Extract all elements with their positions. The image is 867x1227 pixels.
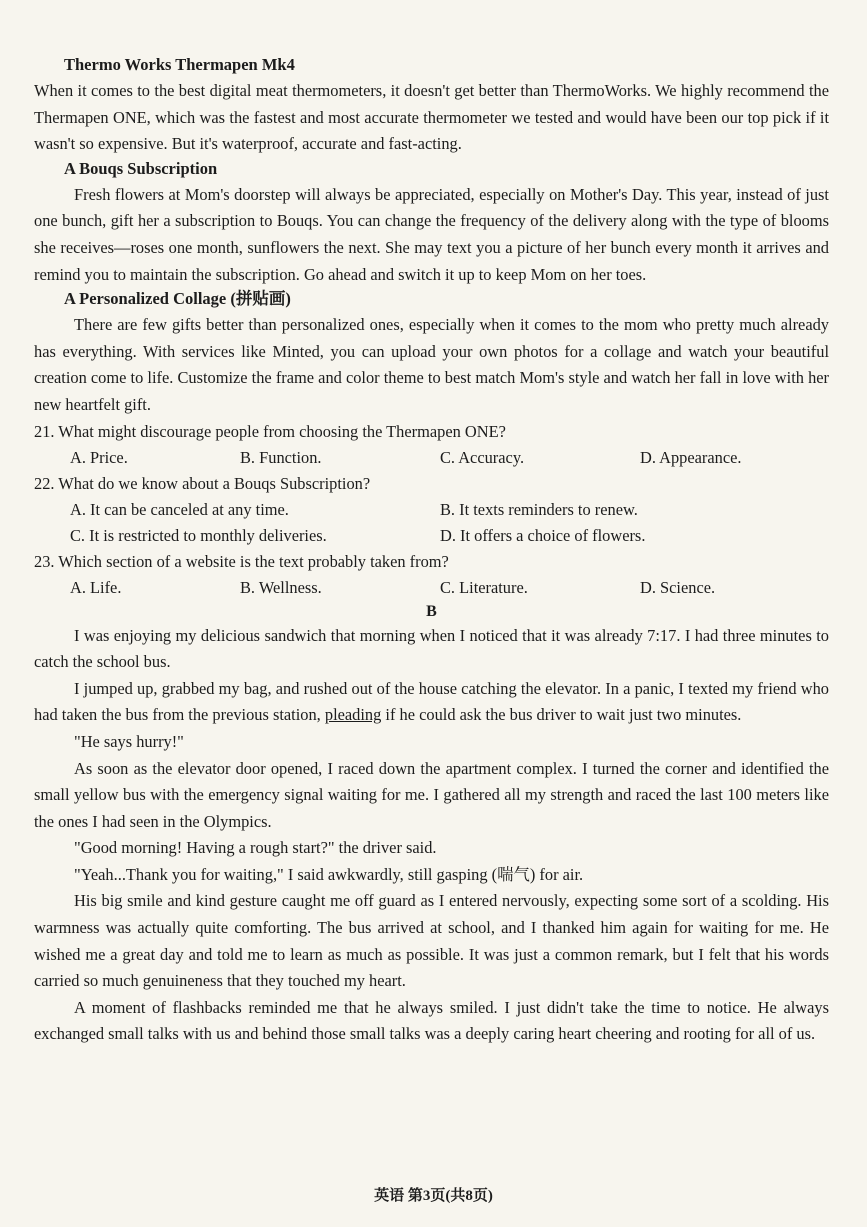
option-c: C. Accuracy. [440,447,525,467]
question-stem: 21. What might discourage people from choosing the Thermapen ONE? [34,421,506,441]
question-23 [34,549,829,601]
options [34,445,829,471]
story-paragraph-8: A moment of flashbacks reminded me that he always smiled. I just didn't take the time to notice. He always exchanged small talks with us and behind those small talks was a deeply caring heart cheering and rooting for all of us. [34,997,829,1044]
paragraph-text: I jumped up, grabbed my bag, and rushed out of the house catching the elevator. In a panic, I texted my friend who had taken the bus from the previous station, [34,678,829,725]
option-a: A. Life. [70,577,122,597]
option-a: A. It can be canceled at any time. [70,499,289,519]
option-b: B. Function. [240,447,322,467]
option-c: C. It is restricted to monthly deliveries. [70,525,327,545]
section-heading-collage: A Personalized Collage (拼贴画) [64,289,291,309]
option-b: B. It texts reminders to renew. [440,499,638,519]
option-b: B. Wellness. [240,577,322,597]
option-d: D. It offers a choice of flowers. [440,525,646,545]
story-paragraph-2 [34,676,829,729]
passage-b-letter: B [426,602,437,620]
story-paragraph-3: "He says hurry!" [74,731,184,751]
option-a: A. Price. [70,447,128,467]
passage-b [34,623,829,1049]
section-text-collage: There are few gifts better than personalized ones, especially when it comes to the mom who pretty much already has everything. With services like Minted, you can upload your own photos for a collage and watch your beautiful creation come to life. Customize the frame and color theme to best match Mom's style and watch her fall in love with her new heartfelt gift. [34,315,829,414]
option-d: D. Appearance. [640,447,742,467]
section-text-bouqs: Fresh flowers at Mom's doorstep will always be appreciated, especially on Mother's Day. This year, instead of just one bunch, gift her a subscription to Bouqs. You can change the frequency of the delivery along with the type of blooms she receives—roses one month, sunflowers the next. She may text you a picture of her bunch every month it arrives and remind you to maintain the subscription. Go ahead and switch it up to keep Mom on her toes. [34,184,829,284]
page-footer: 英语 第3页(共8页) [374,1188,493,1204]
option-d: D. Science. [640,577,716,597]
story-paragraph-1: I was enjoying my delicious sandwich that morning when I noticed that it was already 7:17. I had three minutes to catch the school bus. [34,625,829,672]
option-c: C. Literature. [440,577,528,597]
question-stem: 23. Which section of a website is the text probably taken from? [34,551,449,571]
question-22 [34,471,829,549]
story-paragraph-7: His big smile and kind gesture caught me off guard as I entered nervously, expecting some sort of a scolding. His warmness was actually quite comforting. The bus arrived at school, and I thanked him again for waiting for me. He wished me a great day and told me to learn as much as possible. It was just a common remark, but I felt that his words carried so much genuineness that they touched my heart. [34,891,829,991]
options [34,575,829,601]
story-paragraph-6: "Yeah...Thank you for waiting," I said awkwardly, still gasping (喘气) for air. [74,864,584,884]
section-text-thermapen: When it comes to the best digital meat thermometers, it doesn't get better than ThermoWorks. We highly recommend the Thermapen ONE, which was the fastest and most accurate thermometer we tested and would have been our top pick if it wasn't so expensive. But it's waterproof, accurate and fast-acting. [34,81,829,154]
section-heading-bouqs: A Bouqs Subscription [64,158,218,178]
section-heading-thermapen: Thermo Works Thermapen Mk4 [64,55,295,74]
options [34,497,829,549]
passage-a [34,54,829,419]
story-paragraph-4: As soon as the elevator door opened, I raced down the apartment complex. I turned the corner and identified the small yellow bus with the emergency signal waiting for me. I gathered all my strength and raced the last 100 meters like the ones I had seen in the Olympics. [34,758,829,831]
paragraph-text: if he could ask the bus driver to wait just two minutes. [381,705,742,725]
question-stem: 22. What do we know about a Bouqs Subscription? [34,473,371,493]
underlined-word: pleading [324,705,382,725]
story-paragraph-5: "Good morning! Having a rough start?" the driver said. [74,838,437,858]
question-21 [34,419,829,471]
